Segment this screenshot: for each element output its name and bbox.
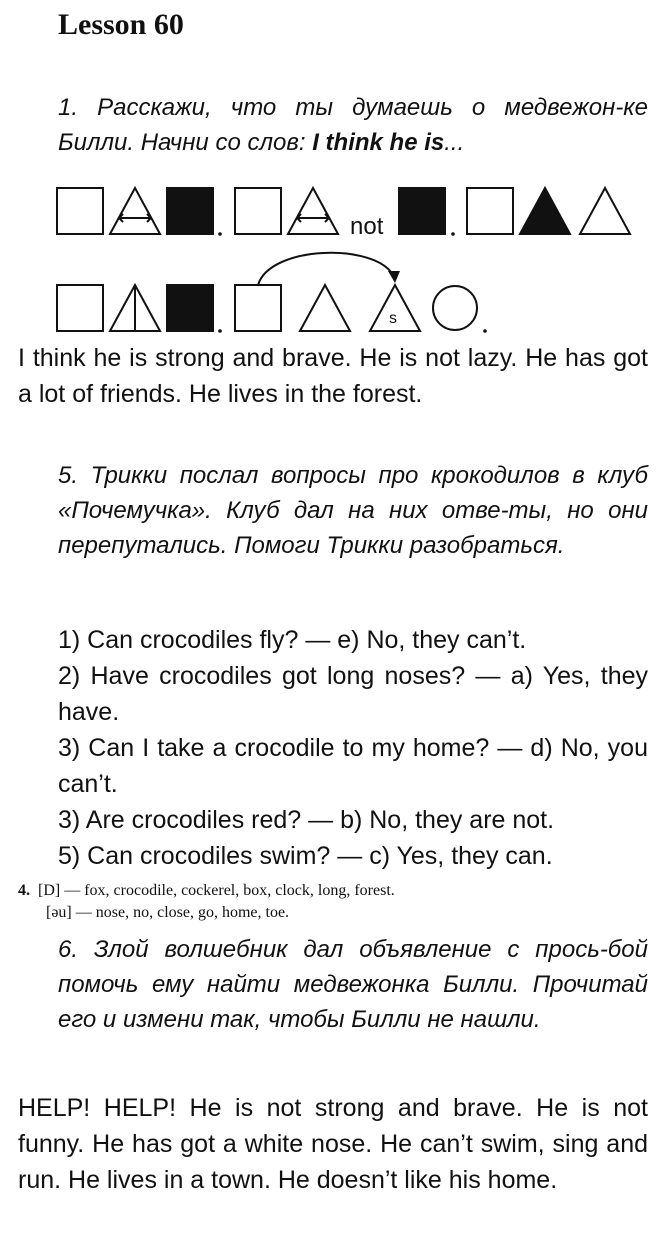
schema-s-letter: s <box>389 310 397 327</box>
lesson-title: Lesson 60 <box>58 8 184 41</box>
task5-item: 3) Are crocodiles red? — b) No, they are not. <box>58 806 555 834</box>
schema-triangle <box>580 188 630 234</box>
schema-black-triangle <box>520 188 570 234</box>
task5-item: 5) Can crocodiles swim? — c) Yes, they can. <box>58 842 553 870</box>
task5-list <box>18 622 648 874</box>
schema-triangle-arrow <box>288 188 338 234</box>
task1-bold: I think he is <box>312 129 445 156</box>
task6-instruction: 6. Злой волшебник дал объявление с прось-бой помочь ему найти медвежонка Билли. Прочитай его и измени так, чтобы Билли не нашли. <box>58 936 648 1033</box>
task6-answer: HELP! HELP! He is not strong and brave. He is not funny. He has got a white nose. He can’t swim, sing and run. He lives in a town. He doesn’t like his home. <box>18 1094 648 1194</box>
schema-square <box>57 285 103 331</box>
schema-square <box>467 188 513 234</box>
schema-arrow-curve <box>258 253 393 285</box>
schema-circle <box>433 286 477 330</box>
task5-item: 3) Can I take a crocodile to my home? — d) No, you can’t. <box>58 734 648 798</box>
task1-prefix: 1. Расскажи, что ты думаешь о медвежон-ке Билли. Начни со слов: <box>58 94 648 156</box>
task1-answer: I think he is strong and brave. He is not lazy. He has got a lot of friends. He lives in the forest. <box>18 344 648 408</box>
task4-number: 4. <box>18 882 30 899</box>
task4-line1: [D] — fox, crocodile, cockerel, box, clock, long, forest. <box>38 882 395 899</box>
task4-line2: [əu] — nose, no, close, go, home, toe. <box>46 904 290 921</box>
schema-row-2 <box>55 245 645 340</box>
schema-black-square <box>167 188 213 234</box>
task5-instruction: 5. Трикки послал вопросы про крокодилов в клуб «Почемучка». Клуб дал на них отве-ты, но они перепутались. Помоги Трикки разобраться. <box>58 462 648 559</box>
schema-black-square <box>399 188 445 234</box>
task1-suffix: ... <box>444 129 465 156</box>
task1-instruction <box>58 90 648 160</box>
task5-item: 1) Can crocodiles fly? — e) No, they can’t. <box>58 626 527 654</box>
task5-item: 2) Have crocodiles got long noses? — a) Yes, they have. <box>58 662 648 726</box>
schema-triangle-arrow <box>110 188 160 234</box>
schema-square <box>235 285 281 331</box>
schema-black-square <box>167 285 213 331</box>
schema-square <box>235 188 281 234</box>
task4-block <box>18 880 395 924</box>
schema-triangle <box>300 285 350 331</box>
schema-not-word: not <box>350 213 384 240</box>
schema-square <box>57 188 103 234</box>
